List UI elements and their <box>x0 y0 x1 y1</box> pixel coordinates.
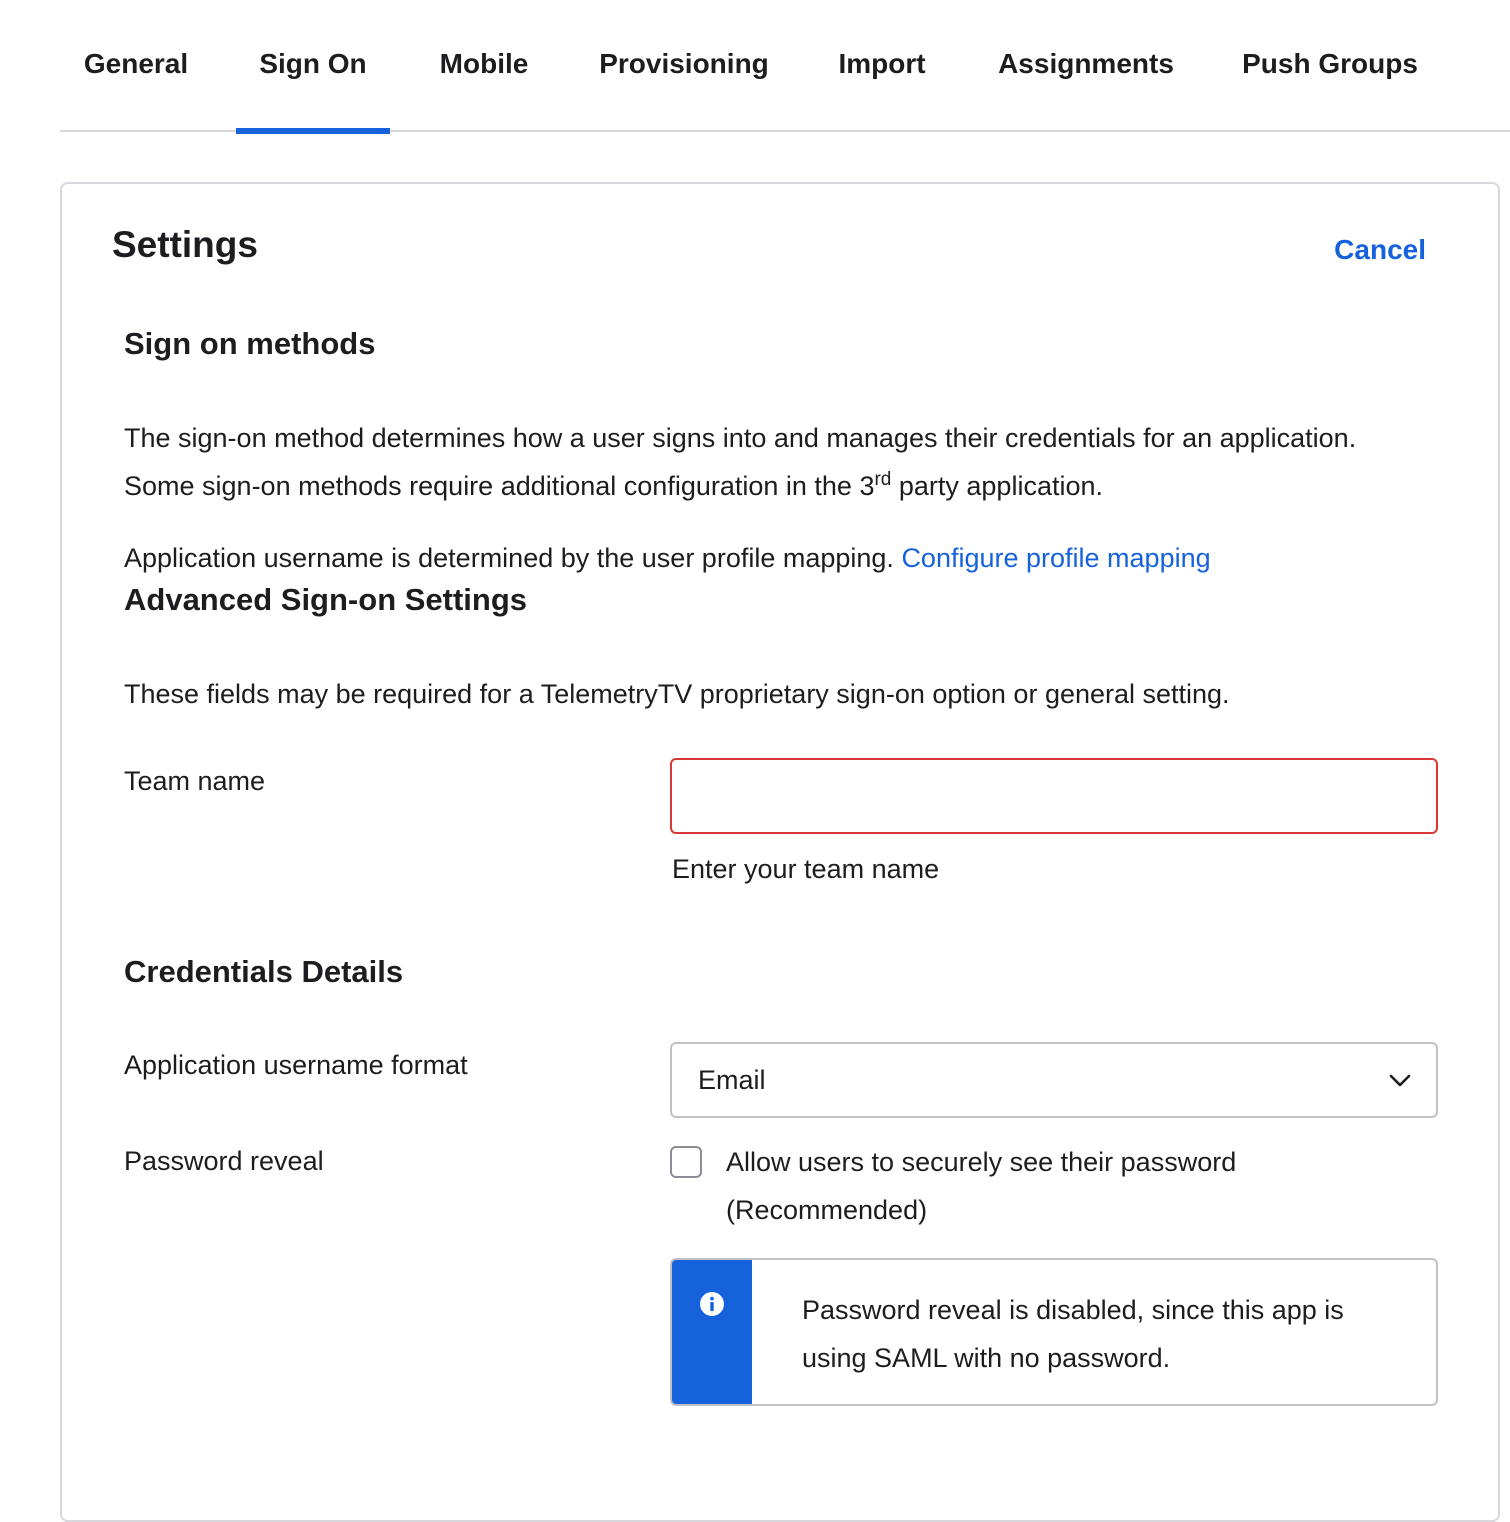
tab-import[interactable]: Import <box>838 48 926 79</box>
tab-provisioning[interactable]: Provisioning <box>599 48 769 79</box>
cancel-link[interactable]: Cancel <box>1334 234 1426 265</box>
settings-card <box>60 182 1500 1522</box>
team-name-help: Enter your team name <box>672 854 940 884</box>
configure-profile-mapping-link[interactable]: Configure profile mapping <box>901 543 1211 573</box>
username-format-value: Email <box>698 1064 766 1095</box>
info-icon <box>700 1292 724 1316</box>
team-name-input[interactable] <box>670 758 1438 834</box>
tab-sign-on[interactable]: Sign On <box>236 0 390 132</box>
tab-push-groups[interactable]: Push Groups <box>1242 48 1418 79</box>
app-tabs <box>60 0 1510 132</box>
advanced-settings-description: These fields may be required for a TelemetryTV proprietary sign-on option or general setting. <box>124 679 1230 709</box>
password-reveal-info-callout <box>670 1258 1438 1406</box>
password-reveal-option-label[interactable]: Allow users to securely see their password (Recommended) <box>726 1147 1237 1225</box>
advanced-settings-heading: Advanced Sign-on Settings <box>124 582 528 617</box>
password-reveal-checkbox[interactable] <box>670 1146 702 1178</box>
settings-title: Settings <box>112 224 258 265</box>
callout-accent-bar <box>672 1260 752 1404</box>
password-reveal-label: Password reveal <box>124 1146 324 1176</box>
callout-message: Password reveal is disabled, since this app is using SAML with no password. <box>802 1295 1344 1373</box>
profile-mapping-text: Application username is determined by the user profile mapping. Configure profile mapping <box>124 543 1211 573</box>
tab-mobile[interactable]: Mobile <box>439 48 529 79</box>
username-format-label: Application username format <box>124 1050 468 1080</box>
sign-on-methods-heading: Sign on methods <box>124 326 376 361</box>
credentials-heading: Credentials Details <box>124 954 404 989</box>
team-name-label: Team name <box>124 766 266 796</box>
sign-on-methods-description: The sign-on method determines how a user signs into and manages their credentials for an application. Some sign-on methods require additional configuration in the 3rd party application. <box>124 423 1357 501</box>
tab-general[interactable]: General <box>83 48 189 79</box>
chevron-down-icon <box>1388 1068 1412 1092</box>
username-format-select[interactable] <box>670 1042 1438 1118</box>
tab-assignments[interactable]: Assignments <box>998 48 1174 79</box>
